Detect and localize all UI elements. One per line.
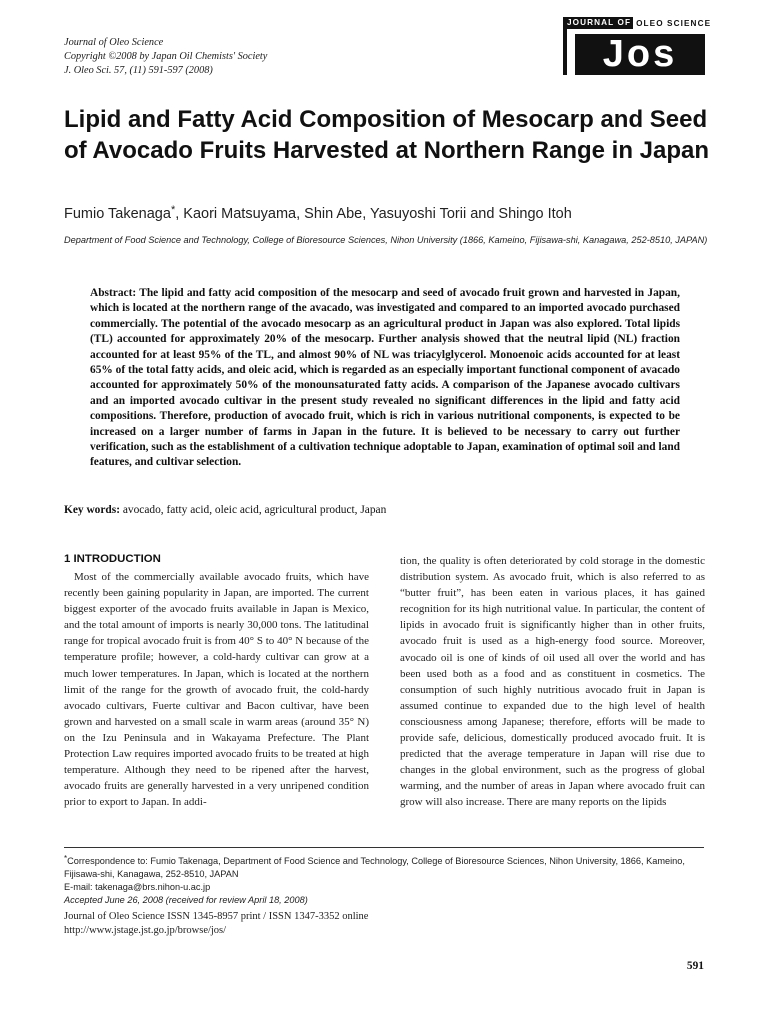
email-line: E-mail: takenaga@brs.nihon-u.ac.jp: [64, 882, 211, 892]
footnote-divider: [64, 847, 704, 848]
correspondence-footnote: [64, 852, 714, 907]
other-authors: , Kaori Matsuyama, Shin Abe, Yasuyoshi Torii and Shingo Itoh: [175, 206, 572, 222]
journal-info: [64, 36, 484, 78]
issn-info: [64, 910, 564, 938]
author-list: [64, 204, 724, 222]
corresponding-mark: *: [170, 204, 176, 216]
keywords-label: Key words:: [64, 504, 120, 516]
lead-author: Fumio Takenaga: [64, 206, 171, 222]
journal-logo: [563, 17, 712, 75]
body-column-right: tion, the quality is often deteriorated by cold storage in the domestic distribution system. As avocado fruit, which is also referred to as “butter fruit”, has been eaten in various places, it has gained recognition for its high nutritional value. In particular, the content of lipids in avocado fruit is significantly higher than in other fruits, avocado fruit is used as a high-energy food source. Moreover, avocado oil is one of kinds of oil used all over the world and has been used both as a food and as constituent in cosmetics. The consumption of such highly nutritious avocado fruit in Japan is assumed continue to expanded due to the high level of health consciousness among Japanese; therefore, efforts will be made to provide safe, delicious, domestically produced avocado fruit. It is predicted that the average temperature in Japan will rise due to changes in the global environment, such as the progress of global warming, and the number of areas in Japan where avocado fruit can grow will also increase. There are many reports on the lipids: [400, 555, 705, 809]
footnote-mark: *: [64, 854, 68, 863]
article-title: Lipid and Fatty Acid Composition of Mesocarp and Seed of Avocado Fruits Harvested at Northern Range in Japan: [64, 106, 710, 164]
logo-strip-light: OLEO SCIENCE: [636, 18, 712, 28]
body-column-left: Most of the commercially available avocado fruits, which have recently been gaining popularity in Japan, are imported. The current biggest exporter of the avocado fruits available in Japan is Mexico, and the total amount of imports is nearly 30,000 tons. The latitudinal range for tropical avocado fruit is from 40° S to 40° N because of the temperature profile; however, a cold-hardy cultivar can grow at a much lower temperatures. In Japan, which is located at the northern limit of the range for the growth of avocado fruit, the cold-hardy avocado cultivars, Fuerte cultivar and Bacon cultivar, have been grown and harvested on a small scale in warm areas (around 35° N) on the Izu Peninsula and in Wakayama Prefecture. The Plant Protection Law requires imported avocado fruits to be treated at high temperature. Although they need to be ripened after the harvest, avocado fruits are generally harvested in a very unripened condition prior to export to Japan. In addi-: [64, 571, 369, 809]
journal-name: Journal of Oleo Science: [64, 37, 164, 48]
correspondence-text: Correspondence to: Fumio Takenaga, Department of Food Science and Technology, College of Bioresource Sciences, Nihon University, 1866, Kameino, Fijisawa-shi, Kanagawa, 252-8510, JAPAN: [64, 856, 685, 879]
keywords: [64, 504, 704, 516]
copyright-line: Copyright ©2008 by Japan Oil Chemists' Society: [64, 51, 268, 62]
affiliation: Department of Food Science and Technology, College of Bioresource Sciences, Nihon University (1866, Kameino, Fijisawa-shi, Kanagawa, 252-8510, JAPAN): [64, 235, 708, 245]
accepted-date: Accepted June 26, 2008 (received for review April 18, 2008): [64, 895, 308, 905]
keywords-list: avocado, fatty acid, oleic acid, agricultural product, Japan: [122, 504, 387, 516]
citation-line: J. Oleo Sci. 57, (11) 591-597 (2008): [64, 65, 213, 76]
correspondence-line: [64, 852, 714, 881]
section-heading-introduction: 1 INTRODUCTION: [64, 553, 161, 565]
page-number: 591: [686, 960, 704, 972]
logo-strip-dark: JOURNAL OF: [563, 17, 633, 29]
logo-strip: [563, 17, 712, 29]
logo-mark: Jos: [575, 34, 705, 75]
abstract: Abstract: The lipid and fatty acid composition of the mesocarp and seed of avocado fruit grown and harvested in Japan, which is located at the northern range of the avacado, was investigated and compared to an imported avocado purchased commercially. The potential of the avocado mesocarp as an agricultural product in Japan was also explored. Total lipids (TL) accounted for approximately 20% of the mesocarp. Further analysis showed that the neutral lipid (NL) fraction accounted for at least 95% of the TL, and almost 90% of NL was triacylglycerol. Monoenoic acids accounted for at least 65% of the total fatty acids, and oleic acid, which is regarded as an especially important functional component of avacado accounted for approximately 50% of the monounsaturated fatty acids. A comparison of the Japanese avocado cultivars and an imported avocado cultivar in the present study revealed no significant differences in the lipid and fatty acid compositions. Therefore, production of avocado fruit, which is rich in various nutritional components, is expected to be increased on a larger number of farms in Japan in the future. It is believed to be necessary to carry out further verification, such as the establishment of a cultivation technique adoptable to Japan, examination of optimal soil and land features, and cultivar selection.: [90, 287, 680, 469]
journal-url: http://www.jstage.jst.go.jp/browse/jos/: [64, 925, 227, 936]
issn-line: Journal of Oleo Science ISSN 1345-8957 print / ISSN 1347-3352 online: [64, 911, 369, 922]
